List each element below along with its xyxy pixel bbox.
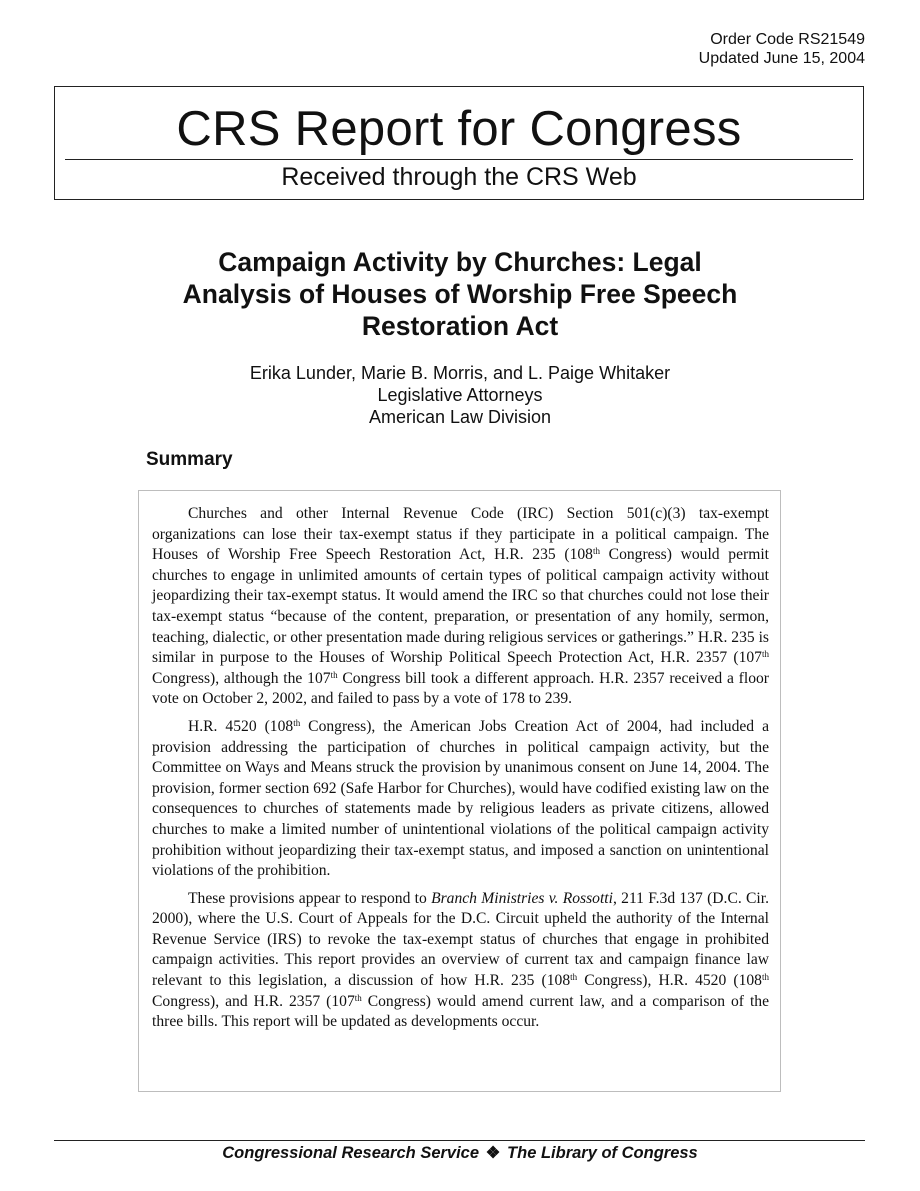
summary-text-run: Congress), H.R. 4520 (108: [577, 972, 762, 990]
summary-paragraph: [152, 717, 769, 882]
summary-paragraph: [152, 889, 769, 1033]
report-title: [120, 246, 800, 342]
masthead-divider: [65, 159, 853, 160]
summary-text-run: These provisions appear to respond to: [188, 889, 432, 907]
summary-text-run: Congress), the American Jobs Creation Act of 2004, had included a provision addressing the participation of churches in political campaign activity, but the Committee on Ways and Means struck the provision by unanimous consent on June 14, 2004. The provision, former section 692 (Safe Harbor for Churches), would have codified existing law on the consequences to churches of statements made by religious leaders as private citizens, allowed churches to make a limited number of unintentional violations of the political campaign activity prohibition without jeopardizing their tax-exempt status, and imposed a sanction on unintentional violations of the prohibition.: [152, 717, 769, 880]
summary-text-run: H.R. 4520 (108: [188, 717, 294, 735]
summary-text-run: Congress), although the 107: [152, 669, 331, 687]
footer-org: Congressional Research Service: [222, 1144, 480, 1162]
summary-paragraph: [152, 504, 769, 710]
footer-divider: [54, 1140, 865, 1141]
order-code-block: [699, 30, 865, 68]
ordinal-suffix: th: [761, 972, 769, 983]
diamond-separator-icon: ❖: [485, 1144, 501, 1162]
footer-library: The Library of Congress: [507, 1144, 698, 1162]
ordinal-suffix: th: [592, 546, 600, 557]
summary-text-run: Churches and other Internal Revenue Code (IRC) Section 501(c)(3) tax-exempt organizations can lose their tax-exempt status if they participate in a political campaign. The Houses of Worship Free Speech Restoration Act, H.R. 235 (108: [152, 505, 769, 564]
case-citation: Branch Ministries v. Rossotti: [431, 889, 613, 907]
ordinal-suffix: th: [293, 717, 301, 728]
masthead: [54, 86, 864, 200]
report-title-line: Campaign Activity by Churches: Legal: [218, 247, 702, 277]
order-code: Order Code RS21549: [710, 31, 865, 48]
summary-heading: Summary: [146, 449, 233, 470]
ordinal-suffix: th: [330, 669, 338, 680]
masthead-subtitle: Received through the CRS Web: [281, 163, 637, 191]
summary-box: [138, 490, 781, 1092]
updated-date: Updated June 15, 2004: [698, 50, 865, 67]
summary-text-run: Congress), and H.R. 2357 (107: [152, 992, 355, 1010]
summary-text-run: Congress) would permit churches to engage in unlimited amounts of certain types of political campaign activity without jeopardizing their tax-exempt status. It would amend the IRC so that churches could not lose their tax-exempt status “because of the content, preparation, or presentation of any homily, sermon, teaching, dialectic, or other presentation made during religious services or gatherings.” H.R. 235 is similar in purpose to the Houses of Worship Political Speech Protection Act, H.R. 2357 (107: [152, 546, 769, 667]
summary-text-run: , 211 F.3d 137 (D.C. Cir. 2000), where the U.S. Court of Appeals for the D.C. Circuit upheld the authority of the Internal Revenue Service (IRS) to revoke the tax-exempt status of churches that engage in prohibited campaign activities. This report provides an overview of current tax and campaign finance law relevant to this legislation, a discussion of how H.R. 235 (108: [152, 889, 769, 990]
authors: Erika Lunder, Marie B. Morris, and L. Paige Whitaker: [249, 363, 671, 383]
masthead-title: CRS Report for Congress: [176, 102, 742, 156]
author-block: [0, 362, 920, 428]
report-title-line: Restoration Act: [361, 311, 559, 341]
ordinal-suffix: th: [761, 649, 769, 660]
author-role: Legislative Attorneys: [377, 385, 543, 405]
summary-text: [152, 504, 769, 1040]
footer: [0, 1143, 920, 1163]
author-division: American Law Division: [368, 407, 552, 427]
report-title-line: Analysis of Houses of Worship Free Speech: [182, 279, 738, 309]
ordinal-suffix: th: [570, 972, 578, 983]
ordinal-suffix: th: [354, 992, 362, 1003]
summary-text-run: Congress) would amend current law, and a comparison of the three bills. This report will be updated as developments occur.: [152, 992, 769, 1031]
summary-text-run: Congress bill took a different approach. H.R. 2357 received a floor vote on October 2, 2002, and failed to pass by a vote of 178 to 239.: [152, 669, 769, 708]
